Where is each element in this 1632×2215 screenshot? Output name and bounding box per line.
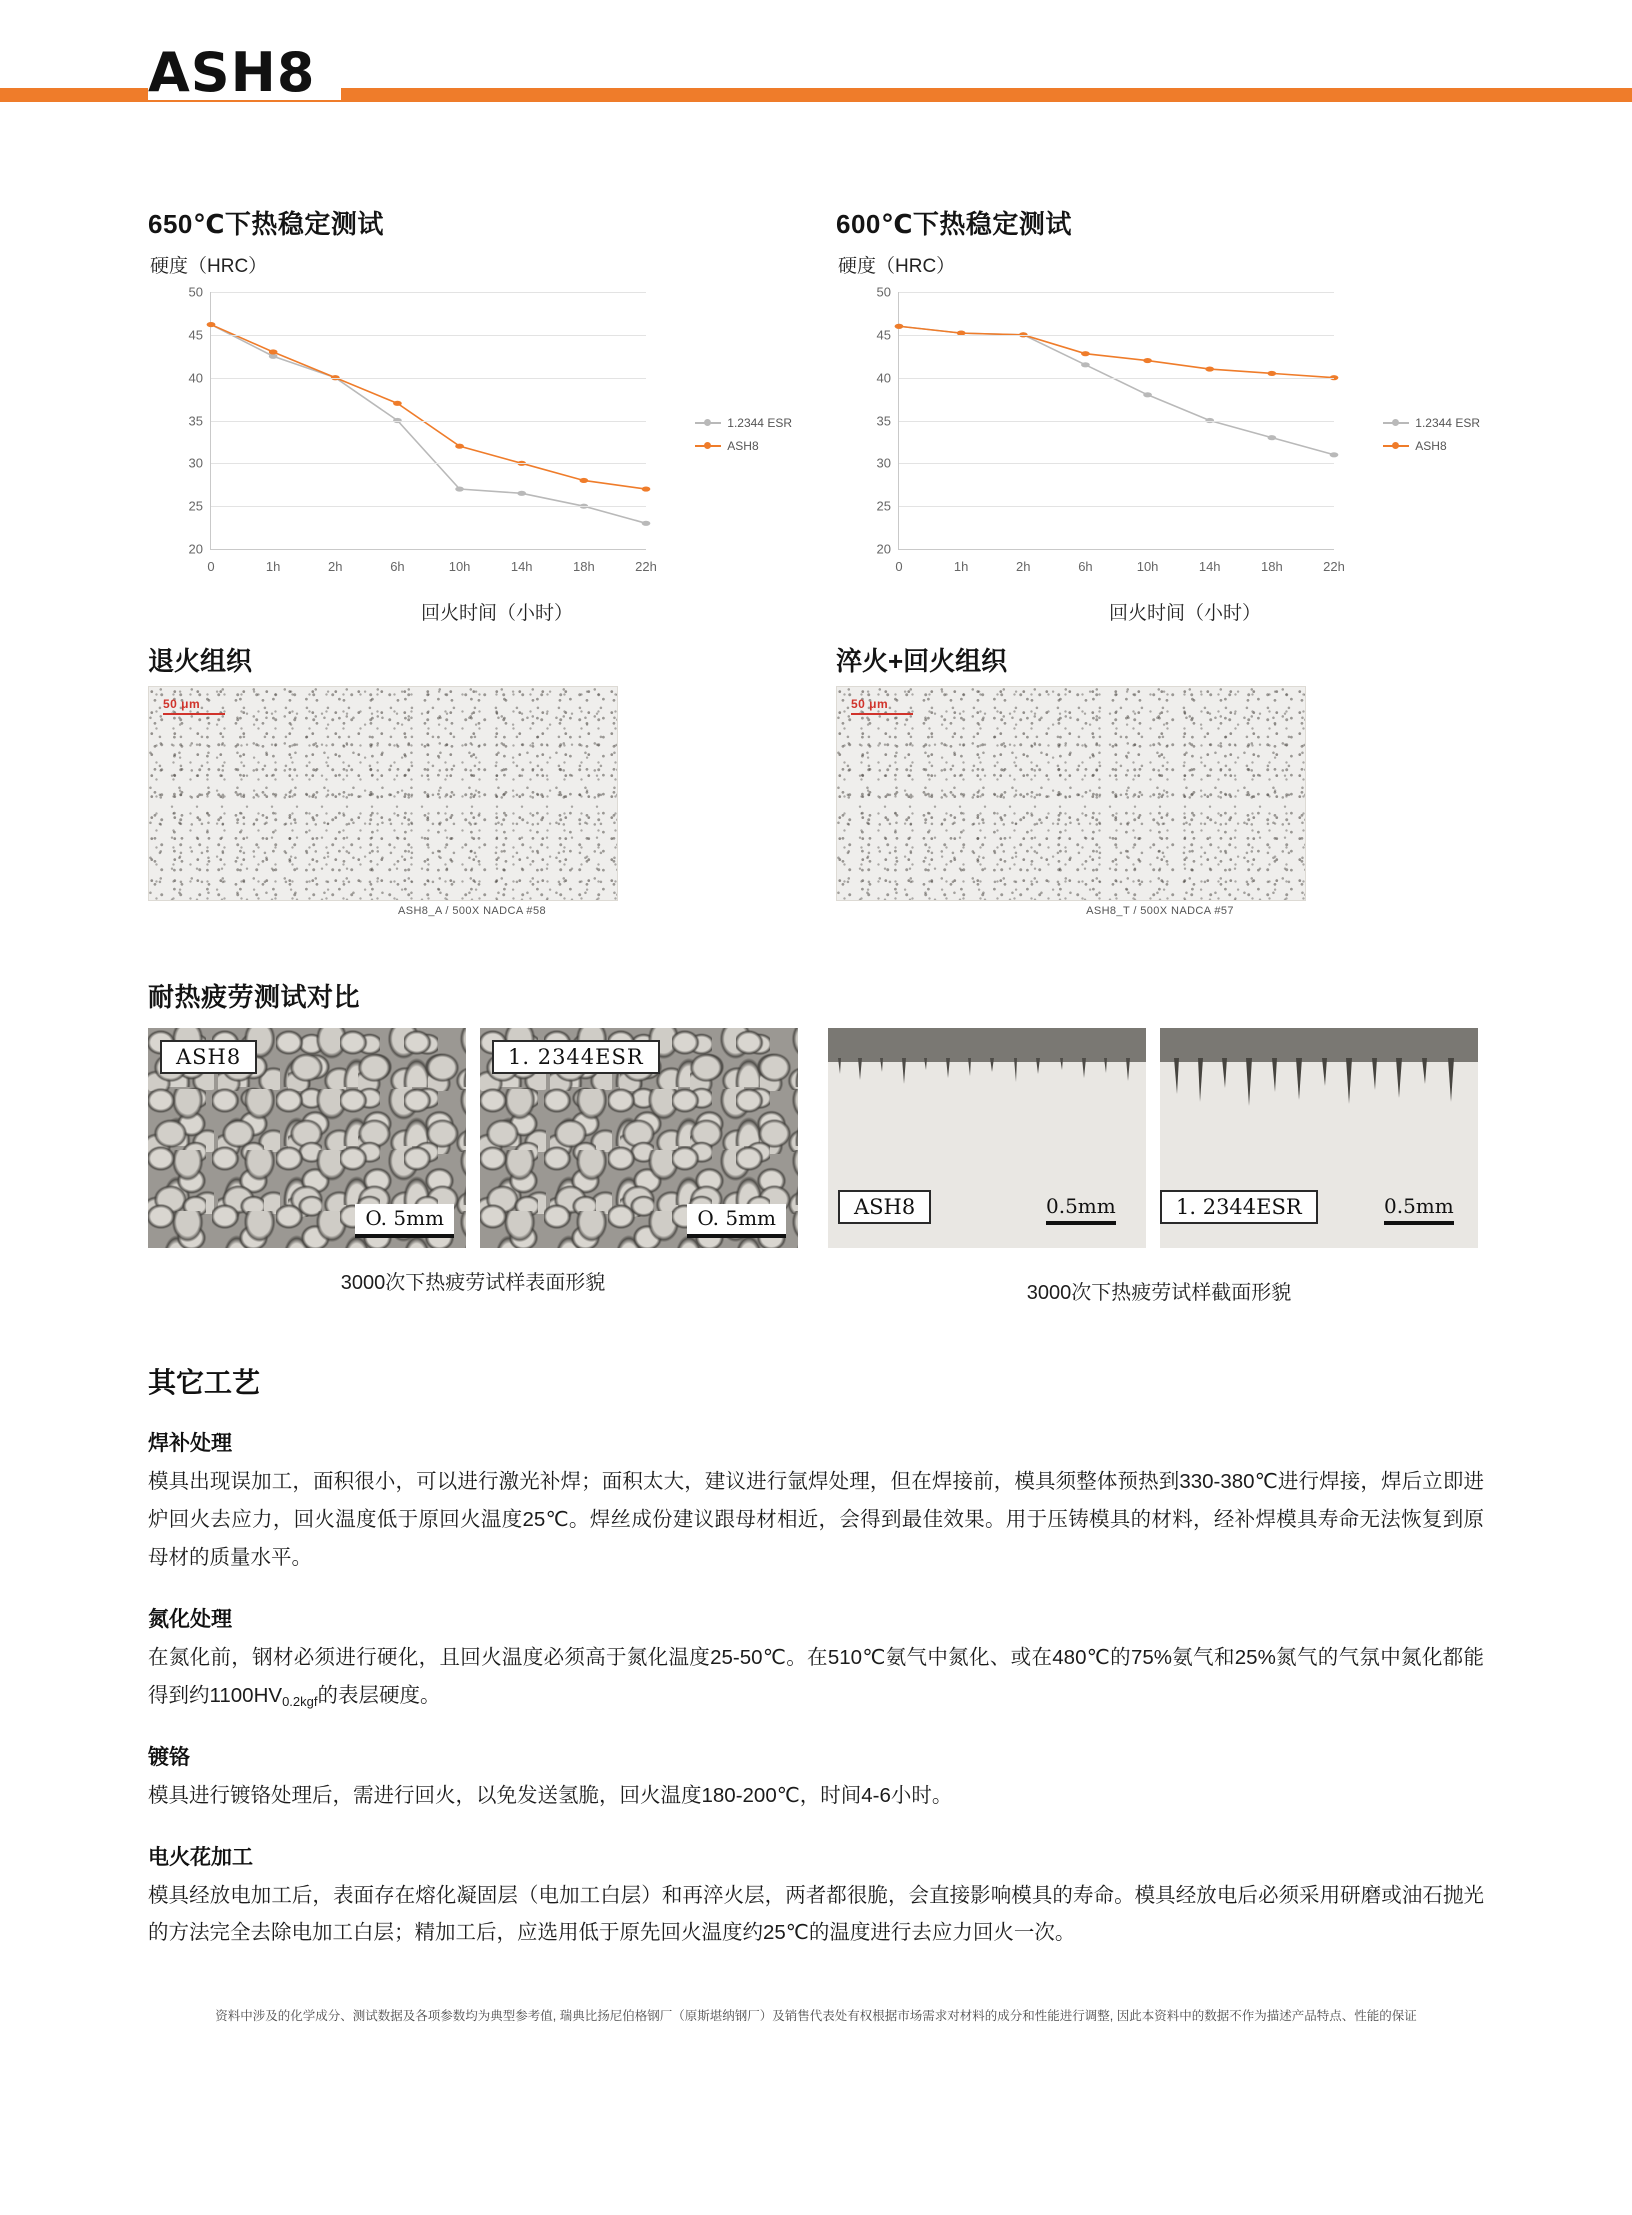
legend-label-ash8-600: ASH8 bbox=[1415, 438, 1447, 453]
chart-plot-area-650 bbox=[188, 284, 657, 574]
chart-650 bbox=[148, 280, 796, 625]
chart-gridline bbox=[211, 421, 646, 422]
chart-title-600: 600℃下热稳定测试 bbox=[836, 209, 1072, 239]
chart-xtick-label: 10h bbox=[1136, 559, 1159, 574]
chart-legend-650 bbox=[695, 412, 792, 458]
chart-title-650: 650℃下热稳定测试 bbox=[148, 209, 384, 239]
chart-gridline bbox=[211, 463, 646, 464]
fatigue-section-caption: 3000次下热疲劳试样截面形貌 bbox=[1026, 1282, 1292, 1304]
micrograph-quenched bbox=[836, 686, 1306, 901]
chart-marker bbox=[517, 491, 526, 496]
chart-ytick-label: 30 bbox=[876, 455, 891, 471]
process-title-chrome: 镀铬 bbox=[148, 1745, 190, 1769]
legend-item-ash8 bbox=[695, 435, 792, 458]
micrograph-title-annealed: 退火组织 bbox=[148, 646, 253, 676]
chart-xtick-label: 14h bbox=[510, 559, 533, 574]
chart-column-600 bbox=[836, 204, 1484, 917]
chart-gridline bbox=[899, 378, 1334, 379]
chart-gridline bbox=[899, 421, 1334, 422]
chart-marker bbox=[207, 322, 216, 327]
fatigue-surface-scale-1-2344esr: O. 5mm bbox=[687, 1204, 786, 1238]
fatigue-image-grid bbox=[148, 1028, 1484, 1305]
chart-xtick-label: 1h bbox=[265, 559, 281, 574]
chart-marker bbox=[1143, 358, 1152, 363]
chart-marker bbox=[1268, 435, 1277, 440]
micrograph-title-quenched: 淬火+回火组织 bbox=[836, 646, 1008, 676]
chart-marker bbox=[642, 486, 651, 491]
chart-ytick-label: 25 bbox=[188, 498, 203, 514]
fatigue-title: 耐热疲劳测试对比 bbox=[148, 982, 361, 1012]
process-body-nitriding-part1: 在氮化前，钢材必须进行硬化，且回火温度必须高于氮化温度25-50℃。在510℃氨气中氮化、或在480℃的75%氨气和25%氮气的气氛中氮化都能得到约1100HV bbox=[148, 1645, 1484, 1707]
legend-swatch-1-2344esr bbox=[695, 422, 721, 424]
chart-ylabel-600: 硬度（HRC） bbox=[838, 256, 956, 277]
process-title-welding: 焊补处理 bbox=[148, 1432, 232, 1455]
chart-marker bbox=[1143, 392, 1152, 397]
legend-item-1-2344esr bbox=[695, 412, 792, 435]
chart-ytick-label: 30 bbox=[188, 455, 203, 471]
chart-ytick-label: 35 bbox=[876, 413, 891, 428]
chart-marker bbox=[1330, 452, 1339, 457]
chart-xtick-label: 1h bbox=[953, 559, 969, 574]
chart-xtick-label: 6h bbox=[390, 559, 405, 574]
legend-swatch-1-2344esr-600 bbox=[1383, 422, 1409, 424]
process-body-edm: 模具经放电加工后，表面存在熔化凝固层（电加工白层）和再淬火层，两者都很脆，会直接影响模具的寿命。模具经放电后必须采用研磨或油石抛光的方法完全去除电加工白层；精加工后，应选用低于原先回火温度约25℃的温度进行去应力回火一次。 bbox=[148, 1883, 1484, 1945]
chart-xtick-label: 22h bbox=[635, 559, 657, 574]
micrograph-scale-bar bbox=[163, 713, 225, 715]
process-body-nitriding bbox=[148, 1639, 1484, 1715]
page-title-box bbox=[148, 41, 341, 104]
chart-line-ash8 bbox=[211, 325, 646, 489]
legend-swatch-ash8-600 bbox=[1383, 445, 1409, 447]
page-header bbox=[0, 0, 1632, 118]
chart-legend-600 bbox=[1383, 412, 1480, 458]
page-title: ASH8 bbox=[148, 41, 316, 104]
micrograph-scale-text-annealed: 50 μm bbox=[163, 697, 201, 711]
fatigue-surface-group bbox=[148, 1028, 798, 1305]
legend-label-ash8: ASH8 bbox=[727, 438, 759, 453]
page-content bbox=[0, 204, 1632, 1952]
chart-marker bbox=[455, 444, 464, 449]
fatigue-surface-label-1-2344esr: 1. 2344ESR bbox=[492, 1040, 660, 1074]
chart-marker bbox=[393, 401, 402, 406]
chart-gridline bbox=[899, 292, 1334, 293]
chart-ytick-label: 40 bbox=[188, 370, 203, 386]
chart-xtick-label: 0 bbox=[207, 559, 215, 574]
micrograph-texture bbox=[149, 687, 617, 900]
fatigue-section-surface-layer bbox=[828, 1028, 1146, 1062]
chart-ytick-label: 45 bbox=[188, 327, 203, 343]
chart-ytick-label: 50 bbox=[188, 284, 203, 300]
chart-ytick-label: 20 bbox=[188, 541, 203, 557]
micrograph-annealed bbox=[148, 686, 618, 901]
chart-xtick-label: 18h bbox=[572, 559, 595, 574]
fatigue-section-label-ash8: ASH8 bbox=[838, 1190, 931, 1224]
fatigue-section-scale-ash8: 0.5mm bbox=[1046, 1194, 1116, 1225]
chart-xlabel-600: 回火时间（小时） bbox=[1108, 603, 1261, 624]
legend-item-ash8-600 bbox=[1383, 435, 1480, 458]
fatigue-surface-ash8 bbox=[148, 1028, 466, 1248]
chart-marker bbox=[580, 478, 589, 483]
chart-xtick-label: 6h bbox=[1078, 559, 1093, 574]
micrograph-scale-bar-quenched bbox=[851, 713, 913, 715]
other-process-section bbox=[148, 1361, 1484, 1952]
micrograph-texture-quenched bbox=[837, 687, 1305, 900]
charts-row bbox=[148, 204, 1484, 917]
chart-gridline bbox=[211, 506, 646, 507]
chart-ytick-label: 20 bbox=[876, 541, 891, 557]
chart-gridline bbox=[211, 378, 646, 379]
chart-gridline bbox=[899, 506, 1334, 507]
chart-marker bbox=[642, 521, 651, 526]
chart-xtick-label: 2h bbox=[328, 559, 343, 574]
chart-xlabel-650: 回火时间（小时） bbox=[420, 603, 573, 624]
fatigue-surface-scale-ash8: O. 5mm bbox=[355, 1204, 454, 1238]
chart-xtick-label: 22h bbox=[1323, 559, 1345, 574]
chart-line-1-2344-esr bbox=[899, 326, 1334, 455]
fatigue-section-label-1-2344esr: 1. 2344ESR bbox=[1160, 1190, 1318, 1224]
chart-xtick-label: 2h bbox=[1016, 559, 1031, 574]
chart-marker bbox=[1268, 371, 1277, 376]
chart-marker bbox=[455, 486, 464, 491]
chart-ytick-label: 40 bbox=[876, 370, 891, 386]
chart-marker bbox=[269, 349, 278, 354]
legend-item-1-2344esr-600 bbox=[1383, 412, 1480, 435]
chart-marker bbox=[1081, 351, 1090, 356]
fatigue-crack-pattern-ash8 bbox=[828, 1058, 1146, 1120]
legend-swatch-ash8 bbox=[695, 445, 721, 447]
micrograph-caption-quenched: ASH8_T / 500X NADCA #57 bbox=[1086, 905, 1234, 917]
process-body-nitriding-part2: 的表层硬度。 bbox=[317, 1683, 441, 1707]
chart-gridline bbox=[899, 463, 1334, 464]
chart-gridline bbox=[899, 335, 1334, 336]
legend-label-1-2344esr: 1.2344 ESR bbox=[727, 416, 792, 430]
chart-xtick-label: 10h bbox=[448, 559, 471, 574]
chart-xtick-label: 0 bbox=[895, 559, 903, 574]
micrograph-scalebar-quenched bbox=[851, 697, 913, 715]
chart-gridline bbox=[211, 292, 646, 293]
fatigue-section-tags bbox=[828, 1194, 1490, 1290]
legend-label-1-2344esr-600: 1.2344 ESR bbox=[1415, 416, 1480, 430]
process-title-edm: 电火花加工 bbox=[148, 1845, 253, 1869]
chart-marker bbox=[1205, 367, 1214, 372]
fatigue-surface-caption: 3000次下热疲劳试样表面形貌 bbox=[340, 1272, 606, 1294]
chart-ytick-label: 50 bbox=[876, 284, 891, 300]
chart-600 bbox=[836, 280, 1484, 625]
page-footnote: 资料中涉及的化学成分、测试数据及各项参数均为典型参考值, 瑞典比扬尼伯格钢厂（原斯堪纳钢厂）及销售代表处有权根据市场需求对材料的成分和性能进行调整, 因此本资料中的数据不作为描述产品特点、性能的保证 bbox=[215, 2009, 1417, 2024]
process-title-nitriding: 氮化处理 bbox=[148, 1607, 232, 1631]
micrograph-caption-annealed: ASH8_A / 500X NADCA #58 bbox=[397, 905, 546, 917]
fatigue-surface-pair bbox=[148, 1028, 798, 1248]
fatigue-section-surface-layer-2 bbox=[1160, 1028, 1478, 1062]
fatigue-section-scale-1-2344esr: 0.5mm bbox=[1384, 1194, 1454, 1225]
chart-column-650 bbox=[148, 204, 796, 917]
fatigue-surface-1-2344esr bbox=[480, 1028, 798, 1248]
chart-xtick-label: 14h bbox=[1198, 559, 1221, 574]
chart-marker bbox=[895, 324, 904, 329]
fatigue-section bbox=[148, 977, 1484, 1305]
chart-marker bbox=[1081, 362, 1090, 367]
chart-xtick-label: 18h bbox=[1260, 559, 1283, 574]
chart-ytick-label: 25 bbox=[876, 498, 891, 514]
chart-gridline bbox=[211, 335, 646, 336]
chart-ytick-label: 45 bbox=[876, 327, 891, 343]
process-body-nitriding-subscript: 0.2kgf bbox=[282, 1693, 318, 1709]
fatigue-surface-label-ash8: ASH8 bbox=[160, 1040, 257, 1074]
chart-plot-area-600 bbox=[876, 284, 1345, 574]
process-body-welding: 模具出现误加工，面积很小，可以进行激光补焊；面积太大，建议进行氩焊处理，但在焊接前，模具须整体预热到330-380℃进行焊接，焊后立即进炉回火去应力，回火温度低于原回火温度25℃。焊丝成份建议跟母材相近，会得到最佳效果。用于压铸模具的材料，经补焊模具寿命无法恢复到原母材的质量水平。 bbox=[148, 1470, 1484, 1569]
other-process-heading: 其它工艺 bbox=[148, 1367, 261, 1398]
process-body-chrome: 模具进行镀铬处理后，需进行回火，以免发送氢脆，回火温度180-200℃，时间4-6小时。 bbox=[148, 1783, 953, 1807]
micrograph-scale-text-quenched: 50 μm bbox=[851, 697, 889, 711]
chart-ylabel-650: 硬度（HRC） bbox=[150, 256, 268, 277]
micrograph-scalebar-annealed bbox=[163, 697, 225, 715]
fatigue-section-group bbox=[828, 1028, 1490, 1305]
fatigue-crack-pattern-1-2344esr bbox=[1160, 1058, 1478, 1120]
chart-ytick-label: 35 bbox=[188, 413, 203, 428]
